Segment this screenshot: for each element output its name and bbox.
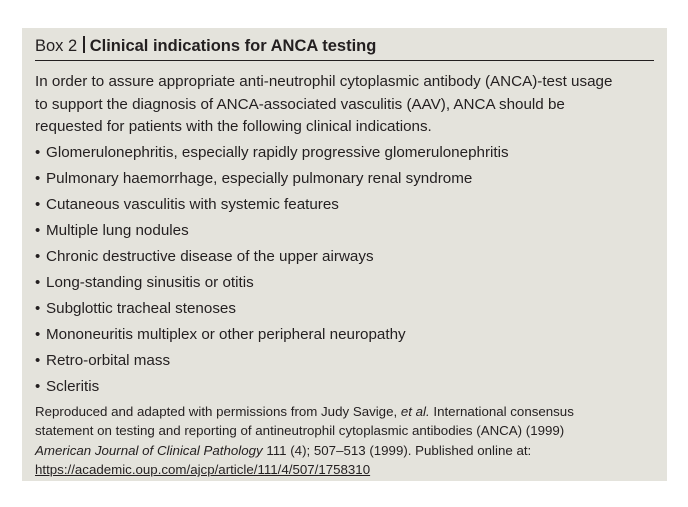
list-item bbox=[35, 322, 654, 348]
list-item-label: Long-standing sinusitis or otitis bbox=[46, 273, 254, 291]
header-divider bbox=[83, 36, 85, 53]
citation-italic: et al. bbox=[400, 403, 430, 419]
bullet-icon: • bbox=[35, 273, 41, 291]
list-item bbox=[35, 218, 654, 244]
indications-list bbox=[35, 140, 654, 400]
list-item-label: Multiple lung nodules bbox=[46, 221, 189, 239]
bullet-icon: • bbox=[35, 325, 41, 343]
citation-link[interactable]: https://academic.oup.com/ajcp/article/111/4/507/1758310 bbox=[35, 462, 371, 478]
list-item bbox=[35, 348, 654, 374]
intro-line: to support the diagnosis of ANCA-associated vasculitis (AAV), ANCA should be bbox=[35, 95, 565, 113]
journal-name: American Journal of Clinical Pathology bbox=[35, 442, 263, 458]
citation-text: 111 (4); 507–513 (1999). Published online at: bbox=[262, 442, 532, 458]
list-item-label: Cutaneous vasculitis with systemic features bbox=[46, 195, 339, 213]
clinical-indications-box bbox=[22, 28, 667, 481]
list-item-label: Glomerulonephritis, especially rapidly progressive glomerulonephritis bbox=[46, 143, 509, 161]
citation-line bbox=[35, 441, 654, 461]
citation-text: International consensus bbox=[429, 403, 574, 419]
list-item bbox=[35, 270, 654, 296]
bullet-icon: • bbox=[35, 143, 41, 161]
list-item bbox=[35, 192, 654, 218]
list-item bbox=[35, 166, 654, 192]
list-item-label: Pulmonary haemorrhage, especially pulmonary renal syndrome bbox=[46, 169, 473, 187]
bullet-icon: • bbox=[35, 299, 41, 317]
citation-line: statement on testing and reporting of antineutrophil cytoplasmic antibodies (ANCA) (1999) bbox=[35, 423, 565, 439]
citation-line bbox=[35, 402, 654, 422]
list-item bbox=[35, 140, 654, 166]
bullet-icon: • bbox=[35, 247, 41, 265]
bullet-icon: • bbox=[35, 195, 41, 213]
intro-paragraph bbox=[35, 71, 654, 139]
box-title: Clinical indications for ANCA testing bbox=[89, 37, 377, 55]
source-citation bbox=[35, 402, 654, 480]
box-header bbox=[35, 34, 654, 61]
intro-line: In order to assure appropriate anti-neutrophil cytoplasmic antibody (ANCA)-test usage bbox=[35, 73, 613, 90]
list-item bbox=[35, 296, 654, 322]
list-item-label: Mononeuritis multiplex or other peripheral neuropathy bbox=[46, 325, 406, 343]
intro-line: requested for patients with the following clinical indications. bbox=[35, 118, 432, 135]
box-number: Box 2 bbox=[35, 37, 78, 55]
list-item bbox=[35, 244, 654, 270]
bullet-icon: • bbox=[35, 351, 41, 369]
citation-text: Reproduced and adapted with permissions from Judy Savige, bbox=[35, 403, 401, 419]
citation-line bbox=[35, 460, 654, 480]
list-item-label: Subglottic tracheal stenoses bbox=[46, 299, 236, 317]
bullet-icon: • bbox=[35, 169, 41, 187]
list-item-label: Scleritis bbox=[46, 377, 100, 395]
list-item bbox=[35, 374, 654, 400]
bullet-icon: • bbox=[35, 221, 41, 239]
list-item-label: Chronic destructive disease of the upper airways bbox=[46, 247, 374, 265]
bullet-icon: • bbox=[35, 377, 41, 395]
list-item-label: Retro-orbital mass bbox=[46, 351, 171, 369]
